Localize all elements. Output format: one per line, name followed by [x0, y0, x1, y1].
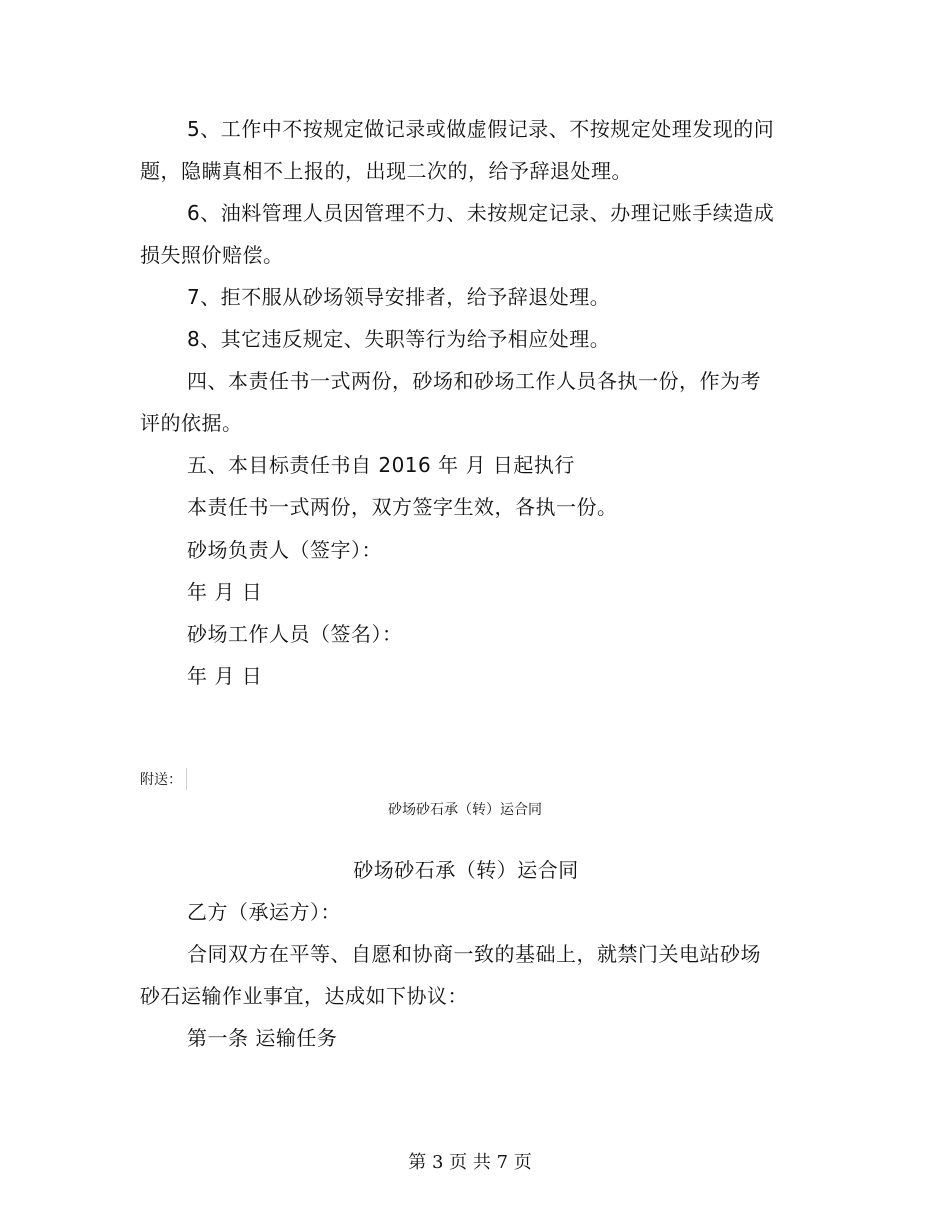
clause-8: 8、其它违反规定、失职等行为给予相应处理。 — [187, 327, 611, 351]
staff-signature: 砂场工作人员（签名）： — [187, 622, 403, 646]
section-4-line-2: 评的依据。 — [140, 411, 243, 435]
page-number-footer: 第 3 页 共 7 页 — [408, 1152, 532, 1173]
site-manager-date: 年 月 日 — [187, 580, 263, 604]
clause-5-line-1: 5、工作中不按规定做记录或做虚假记录、不按规定处理发现的问 — [187, 117, 775, 141]
attachment-label: 附送： — [140, 772, 182, 788]
section-5-effective-date: 五、本目标责任书自 2016 年 月 日起执行 — [187, 453, 575, 477]
clause-6-line-2: 损失照价赔偿。 — [140, 243, 284, 267]
section-4-line-1: 四、本责任书一式两份，砂场和砂场工作人员各执一份，作为考 — [187, 369, 761, 393]
contract-preamble-line-1: 合同双方在平等、自愿和协商一致的基础上，就禁门关电站砂场 — [187, 942, 761, 966]
staff-date: 年 月 日 — [187, 664, 263, 688]
site-manager-signature: 砂场负责人（签字）： — [187, 538, 382, 562]
contract-preamble-line-2: 砂石运输作业事宜，达成如下协议： — [140, 984, 468, 1008]
clause-6-line-1: 6、油料管理人员因管理不力、未按规定记录、办理记账手续造成 — [187, 201, 775, 225]
attachment-divider — [186, 768, 187, 790]
party-b-carrier: 乙方（承运方）： — [187, 900, 341, 924]
attachment-small-title: 砂场砂石承（转）运合同 — [388, 802, 542, 818]
article-1-heading: 第一条 运输任务 — [187, 1026, 338, 1050]
contract-title: 砂场砂石承（转）运合同 — [353, 858, 579, 882]
clause-5-line-2: 题，隐瞒真相不上报的，出现二次的，给予辞退处理。 — [140, 159, 632, 183]
copies-statement: 本责任书一式两份，双方签字生效，各执一份。 — [187, 495, 618, 519]
clause-7: 7、拒不服从砂场领导安排者，给予辞退处理。 — [187, 285, 611, 309]
